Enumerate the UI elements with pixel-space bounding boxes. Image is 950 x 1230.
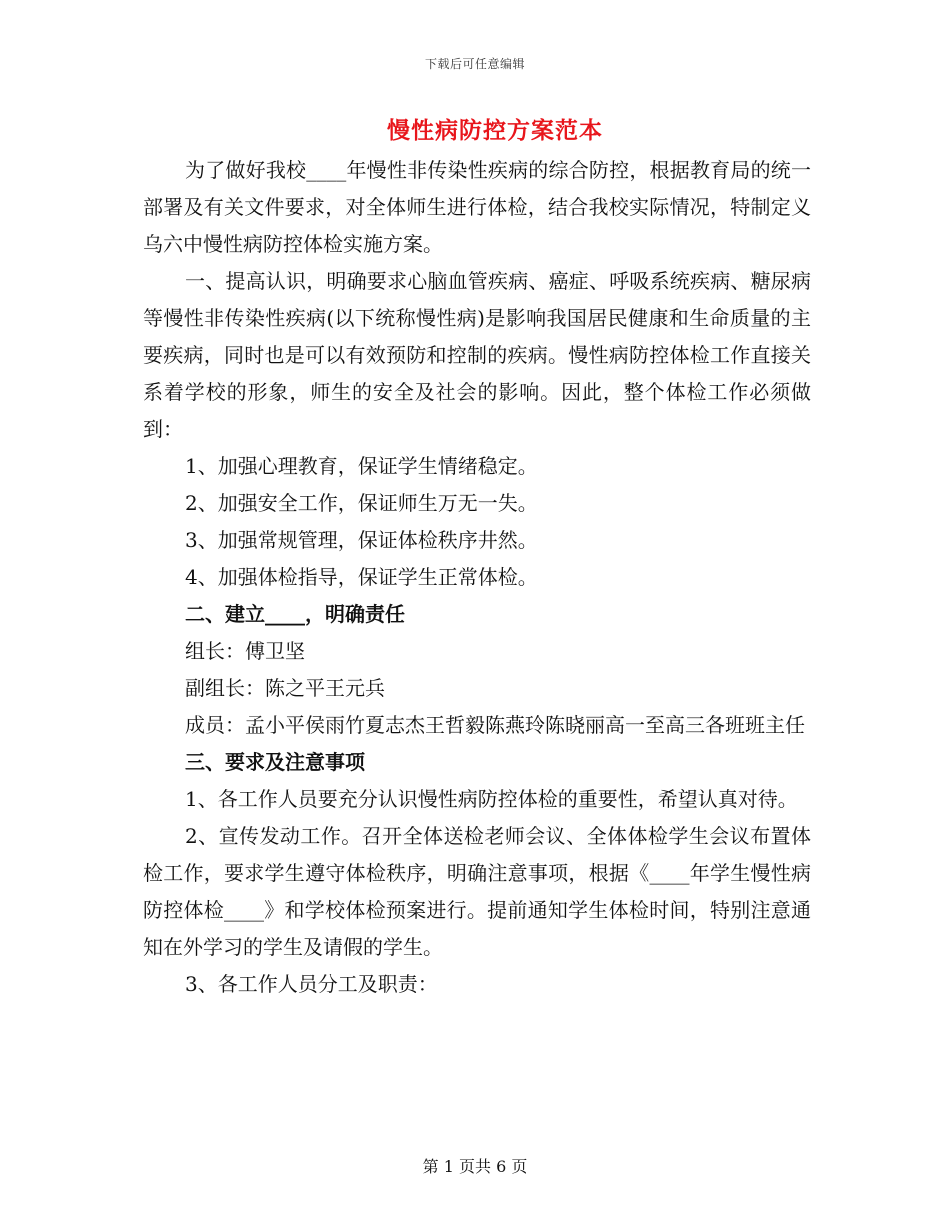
document-body [143, 152, 811, 1003]
requirement-item: 2、宣传发动工作。召开全体送检老师会议、全体体检学生会议布置体检工作，要求学生遵守体检秩序，明确注意事项，根据《____年学生慢性病防控体检____》和学校体检预案进行。提前通知学生体检时间，特别注意通知在外学习的学生及请假的学生。 [143, 824, 811, 959]
team-leader: 组长：傅卫坚 [185, 639, 305, 663]
list-item: 2、加强安全工作，保证师生万无一失。 [185, 491, 538, 515]
list-item: 3、加强常规管理，保证体检秩序井然。 [185, 528, 538, 552]
header-note: 下载后可任意编辑 [424, 57, 525, 71]
document-title: 慢性病防控方案范本 [387, 117, 603, 144]
requirement-item: 1、各工作人员要充分认识慢性病防控体检的重要性，希望认真对待。 [185, 787, 798, 811]
requirement-item: 3、各工作人员分工及职责： [185, 972, 438, 996]
section-three-heading: 三、要求及注意事项 [185, 750, 365, 774]
list-item: 1、加强心理教育，保证学生情绪稳定。 [185, 454, 538, 478]
deputy-leader: 副组长：陈之平王元兵 [185, 676, 385, 700]
list-item: 4、加强体检指导，保证学生正常体检。 [185, 565, 538, 589]
section-two-heading: 二、建立____，明确责任 [185, 602, 405, 626]
page-number: 第 1 页共 6 页 [422, 1157, 528, 1176]
team-members: 成员：孟小平侯雨竹夏志杰王哲毅陈燕玲陈晓丽高一至高三各班班主任 [185, 713, 805, 737]
intro-paragraph: 为了做好我校____年慢性非传染性疾病的综合防控，根据教育局的统一部署及有关文件要求，对全体师生进行体检，结合我校实际情况，特制定义乌六中慢性病防控体检实施方案。 [143, 158, 811, 256]
section-one-paragraph: 一、提高认识，明确要求心脑血管疾病、癌症、呼吸系统疾病、糖尿病等慢性非传染性疾病(以下统称慢性病)是影响我国居民健康和生命质量的主要疾病，同时也是可以有效预防和控制的疾病。慢性病防控体检工作直接关系着学校的形象，师生的安全及社会的影响。因此，整个体检工作必须做到： [143, 269, 811, 441]
